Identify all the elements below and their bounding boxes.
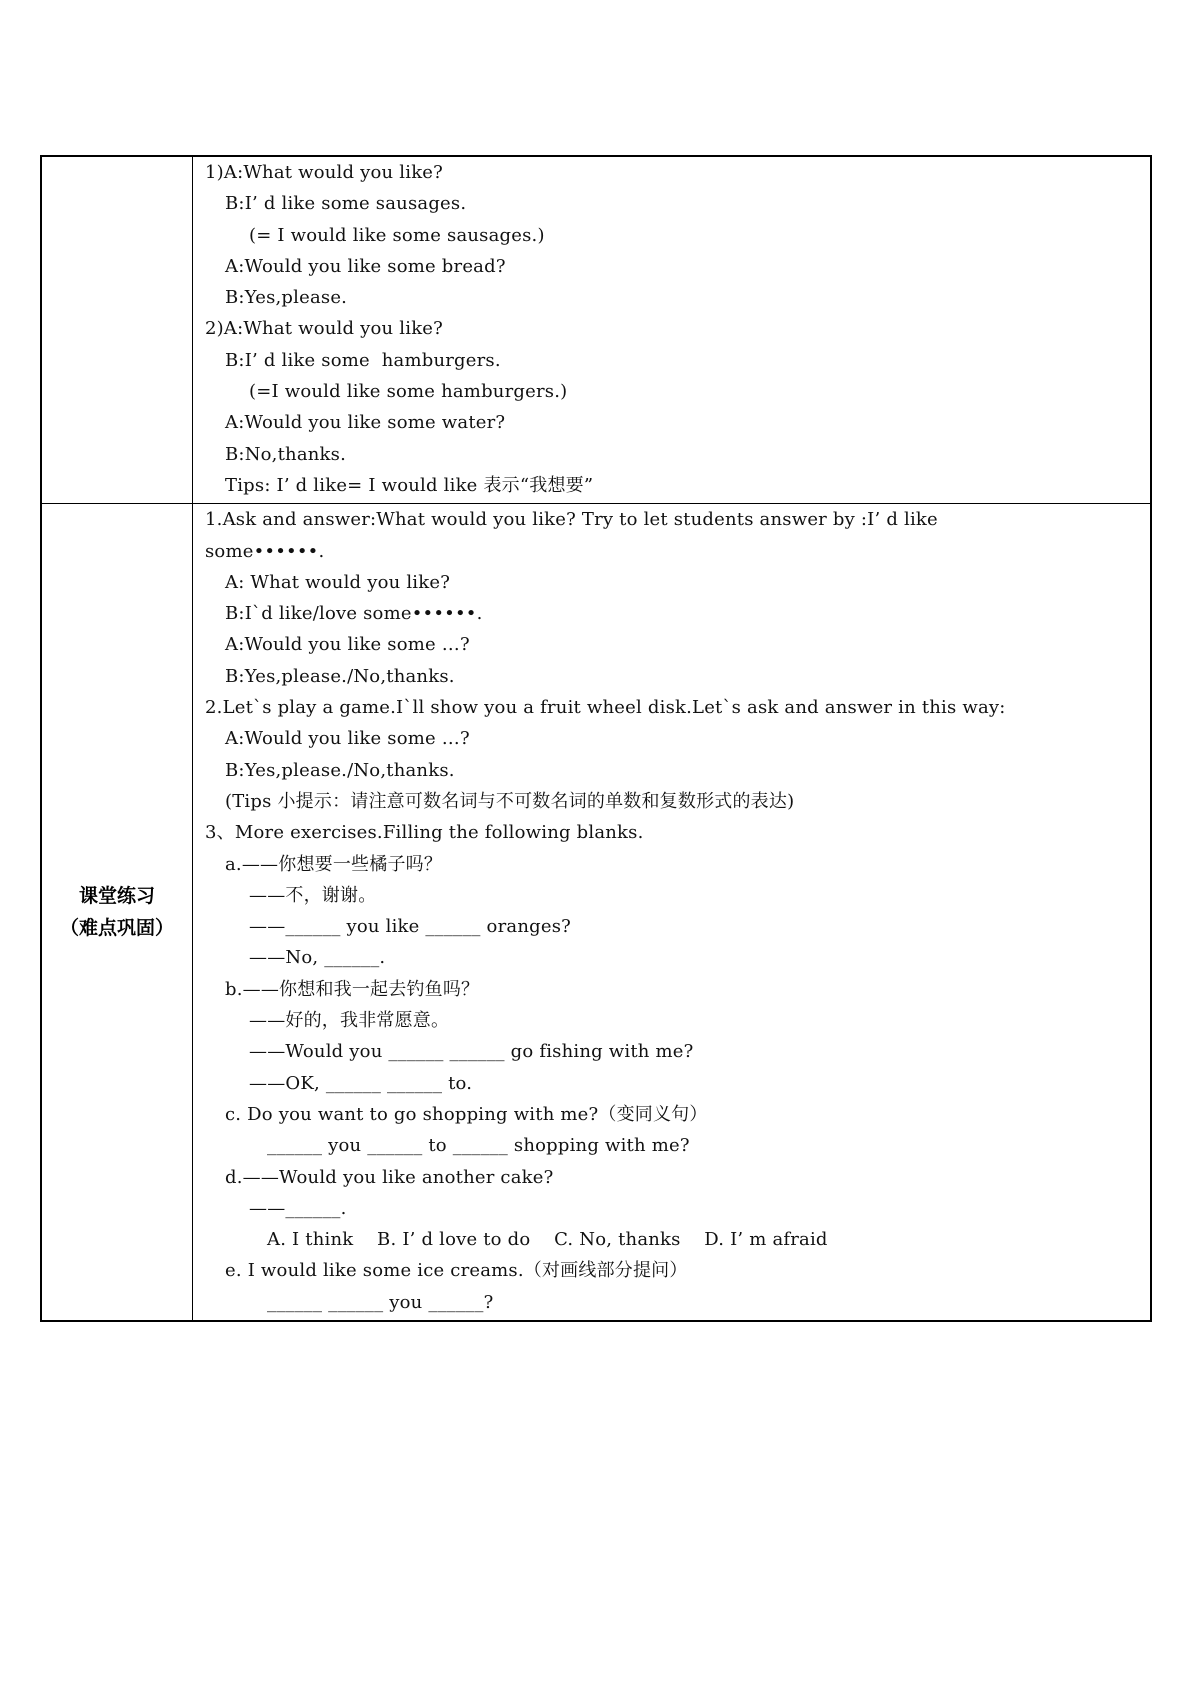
text-line: d.——Would you like another cake? xyxy=(225,1166,554,1188)
text-line: B:I`d like/love some••••••. xyxy=(225,603,483,625)
text-line: ——Would you ______ ______ go fishing with me? xyxy=(249,1041,694,1063)
row-label-cell xyxy=(41,156,193,504)
lesson-table xyxy=(40,155,1152,1322)
text-line: ——OK, ______ ______ to. xyxy=(249,1072,473,1094)
text-line: A. I think B. I’ d love to do C. No, thanks D. I’ m afraid xyxy=(267,1229,828,1251)
text-line: B:I’ d like some sausages. xyxy=(225,193,467,215)
text-line: ——______ you like ______ oranges? xyxy=(249,916,571,938)
text-line: A:Would you like some …? xyxy=(225,634,470,656)
text-line: ——好的，我非常愿意。 xyxy=(249,1010,450,1032)
text-line: (= I would like some sausages.) xyxy=(249,224,545,246)
text-line: 2)A:What would you like? xyxy=(205,318,444,340)
table-row xyxy=(41,504,1151,1321)
row-content-cell xyxy=(193,504,1152,1321)
text-line: 3、More exercises.Filling the following blanks. xyxy=(205,822,644,844)
text-line: ______ you ______ to ______ shopping with me? xyxy=(267,1135,690,1157)
text-line: ______ ______ you ______? xyxy=(267,1291,494,1313)
dialogue-content xyxy=(193,157,1150,503)
text-line: (=I would like some hamburgers.) xyxy=(249,381,568,403)
text-line: B:Yes,please./No,thanks. xyxy=(225,665,455,687)
text-line: B:No,thanks. xyxy=(225,443,347,465)
text-line: a.——你想要一些橘子吗？ xyxy=(225,853,443,875)
text-line: e. I would like some ice creams.（对画线部分提问） xyxy=(225,1260,688,1282)
row-label-cell xyxy=(41,504,193,1321)
text-line: B:I’ d like some hamburgers. xyxy=(225,349,501,371)
text-line: A:Would you like some …? xyxy=(225,728,470,750)
text-line: A:Would you like some water? xyxy=(225,412,506,434)
text-line: 1.Ask and answer:What would you like? Try to let students answer by :I’ d like xyxy=(205,509,938,531)
row-content-cell xyxy=(193,156,1152,504)
text-line: ——不，谢谢。 xyxy=(249,884,377,906)
text-line: A:Would you like some bread? xyxy=(225,255,506,277)
text-line: 2.Let`s play a game.I`ll show you a fruit wheel disk.Let`s ask and answer in this way: xyxy=(205,697,1006,719)
section-label: 课堂练习 xyxy=(78,885,155,908)
text-line: B:Yes,please./No,thanks. xyxy=(225,759,455,781)
table-row xyxy=(41,156,1151,504)
text-line: A: What would you like? xyxy=(225,571,451,593)
text-line: B:Yes,please. xyxy=(225,287,348,309)
exercise-content xyxy=(193,504,1150,1320)
text-line: some••••••. xyxy=(205,540,325,562)
section-sublabel: （难点巩固） xyxy=(59,917,174,940)
text-line: ——No, ______. xyxy=(249,947,386,969)
text-line: 1)A:What would you like? xyxy=(205,162,444,183)
text-line: Tips: I’ d like= I would like 表示“我想要” xyxy=(225,474,594,496)
text-line: ——______. xyxy=(249,1197,347,1219)
text-line: (Tips 小提示：请注意可数名词与不可数名词的单数和复数形式的表达) xyxy=(225,790,795,812)
text-line: b.——你想和我一起去钓鱼吗？ xyxy=(225,978,480,1000)
text-line: c. Do you want to go shopping with me?（变同义句） xyxy=(225,1103,708,1125)
